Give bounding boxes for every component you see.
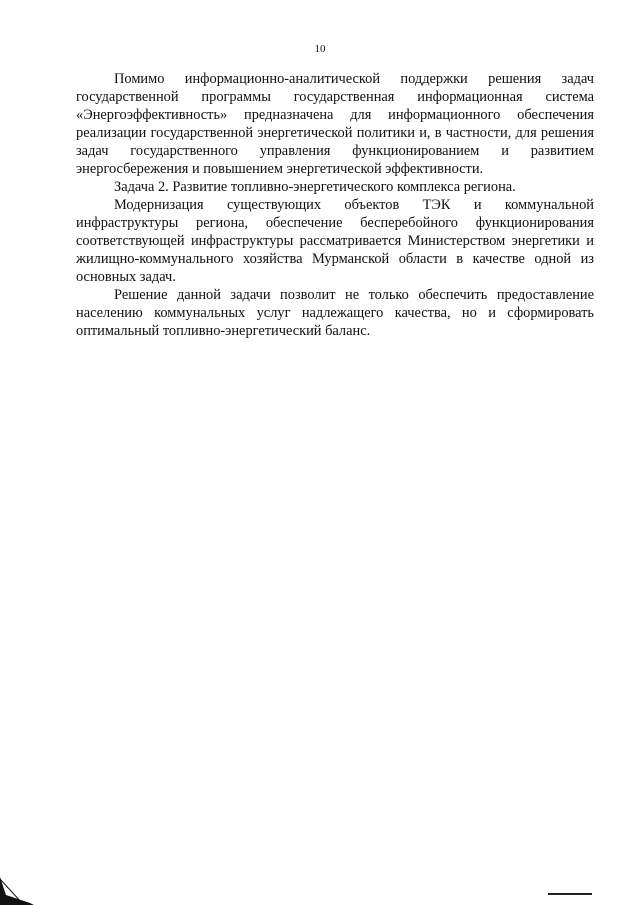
paragraph-modernization: Модернизация существующих объектов ТЭК и коммунальной инфраструктуры региона, обеспечение бесперебойного функционирования соответствующей инфраструктуры рассматривается Министерством энергетики и жилищно-коммунального хозяйства Мурманской области в качестве одной из основных задач. <box>76 197 594 285</box>
document-body <box>76 70 594 340</box>
page-number: 10 <box>314 43 326 55</box>
paragraph-task-solution: Решение данной задачи позволит не только обеспечить предоставление населению коммунальных услуг надлежащего качества, но и сформировать оптимальный топливно-энергетический баланс. <box>76 287 594 339</box>
scan-corner-mark <box>0 865 40 905</box>
bottom-rule <box>548 893 592 895</box>
paragraph-info-system: Помимо информационно-аналитической поддержки решения задач государственной программы государственная информационная система «Энергоэффективность» предназначена для информационного обеспечения реализации государственной энергетической политики и, в частности, для решения задач государственного управления функционированием и развитием энергосбережения и повышением энергетической эффективности. <box>76 71 594 177</box>
paragraph-task-2-heading: Задача 2. Развитие топливно-энергетического комплекса региона. <box>114 179 516 195</box>
